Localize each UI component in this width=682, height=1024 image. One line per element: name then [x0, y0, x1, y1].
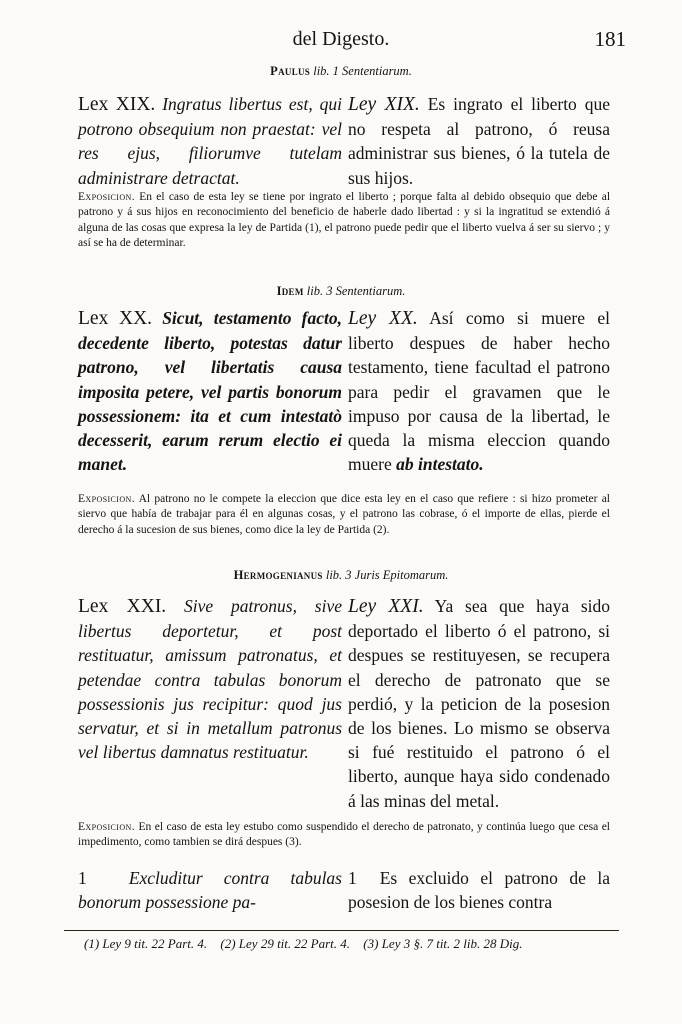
- spanish-column: [348, 92, 610, 190]
- source-author: Paulus: [270, 64, 311, 78]
- footnotes: [84, 936, 533, 952]
- spanish-label: Ley XIX.: [348, 94, 420, 115]
- spanish-text: Es ingrato el liberto que no respeta al patrono, ó reusa administrar sus bienes, ó la tutela de sus hijos.: [348, 94, 610, 188]
- spanish-text: Así como si muere el liberto despues de haber hecho testamento, tiene facultad el patrono para pedir el gravamen que le impuso por causa de la libertad, le queda la misma eleccion quando muere: [348, 308, 610, 475]
- latin-column: [78, 866, 342, 914]
- latin-column: [78, 306, 342, 476]
- running-title: del Digesto.: [292, 28, 390, 50]
- source-author: Hermogenianus: [233, 568, 323, 582]
- exposicion-text: Al patrono no le compete la eleccion que dice esta ley en el caso que refiere : si hizo prometer al siervo que había de trabajar para él en algunas cosas, y el patrono las cobrase, ó el importe de ellas, pierde el derecho á la sucesion de sus bienes, como dice la ley de Partida (2).: [78, 493, 610, 536]
- law-columns: [78, 306, 610, 476]
- footnote-divider: [64, 930, 619, 931]
- spanish-tail: ab intestato.: [396, 454, 484, 475]
- latin-label: Lex XIX.: [78, 94, 156, 115]
- exposicion: [78, 190, 610, 252]
- footnote-2: (2) Ley 29 tit. 22 Part. 4.: [220, 936, 351, 951]
- source-work: lib. 3 Juris Epitomarum.: [325, 568, 449, 582]
- spanish-label: Ley XXI.: [348, 596, 424, 617]
- spanish-text: Ya sea que haya sido deportado el liberto ó el patrono, si despues se restituyesen, se recupera el derecho de patronato que se perdió, y la peticion de la posesion de los bienes. Lo mismo se observa si fué restituido el patrono ó el liberto, aunque haya sido condenado á las minas del metal.: [348, 596, 610, 811]
- latin-label: 1: [78, 868, 87, 888]
- latin-label: Lex XXI.: [78, 596, 167, 617]
- exposicion-label: Exposicion.: [78, 493, 135, 505]
- footnote-3: (3) Ley 3 §. 7 tit. 2 lib. 28 Dig.: [363, 936, 523, 951]
- spanish-label: 1: [348, 868, 357, 888]
- source-line: [0, 64, 682, 79]
- source-line: [0, 568, 682, 583]
- exposicion-text: En el caso de esta ley estubo como suspendido el derecho de patronato, y continúa luego que cesa el impedimento, como tambien se dirá despues (3).: [78, 821, 611, 849]
- latin-text: Excluditur contra tabulas bonorum possessione pa-: [78, 868, 342, 913]
- latin-label: Lex XX.: [78, 308, 153, 329]
- exposicion-text: En el caso de esta ley se tiene por ingrato el liberto ; porque falta al debido obsequio que debe al patrono y á sus hijos en reconocimiento del beneficio de haberle dado libertad : y si la ingratitud se extendió á alguna de las cosas que expresa la ley de Partida (1), el patrono puede pedir que el liberto vuelva á ser su siervo ; y así se ha de determinar.: [78, 191, 611, 250]
- law-columns: [78, 594, 610, 813]
- spanish-column: [348, 866, 610, 914]
- exposicion: [78, 820, 610, 851]
- latin-text: Sive patronus, sive libertus deportetur, et post restituatur, amissum patronatus, et petendae contra tabulas bonorum possessionis jus recipitur: quod jus servatur, et si in metallum patronus vel libertus damnatus restituatur.: [78, 596, 343, 763]
- latin-text: Ingratus libertus est, qui potrono obsequium non praestat: vel res ejus, filiorumve tutelam administrare detractat.: [78, 94, 342, 188]
- exposicion: [78, 492, 610, 538]
- spanish-column: [348, 306, 610, 476]
- spanish-column: [348, 594, 610, 813]
- source-work: lib. 1 Sententiarum.: [313, 64, 412, 78]
- spanish-label: Ley XX.: [348, 308, 418, 329]
- latin-text: Sicut, testamento facto, decedente liberto, potestas datur patrono, vel libertatis causa imposita petere, vel partis bonorum possessionem: ita et cum intestatò decesserit, earum rerum electio ei manet.: [78, 308, 342, 475]
- source-line: [0, 284, 682, 299]
- paragraph-columns: [78, 866, 610, 914]
- latin-column: [78, 92, 342, 190]
- source-author: Idem: [276, 284, 304, 298]
- exposicion-label: Exposicion.: [78, 191, 135, 203]
- footnote-1: (1) Ley 9 tit. 22 Part. 4.: [84, 936, 208, 951]
- source-work: lib. 3 Sententiarum.: [306, 284, 406, 298]
- latin-column: [78, 594, 342, 813]
- spanish-text: Es excluido el patrono de la posesion de los bienes contra: [348, 868, 611, 913]
- exposicion-label: Exposicion.: [78, 821, 135, 833]
- page-number: 181: [594, 27, 626, 51]
- law-columns: [78, 92, 610, 190]
